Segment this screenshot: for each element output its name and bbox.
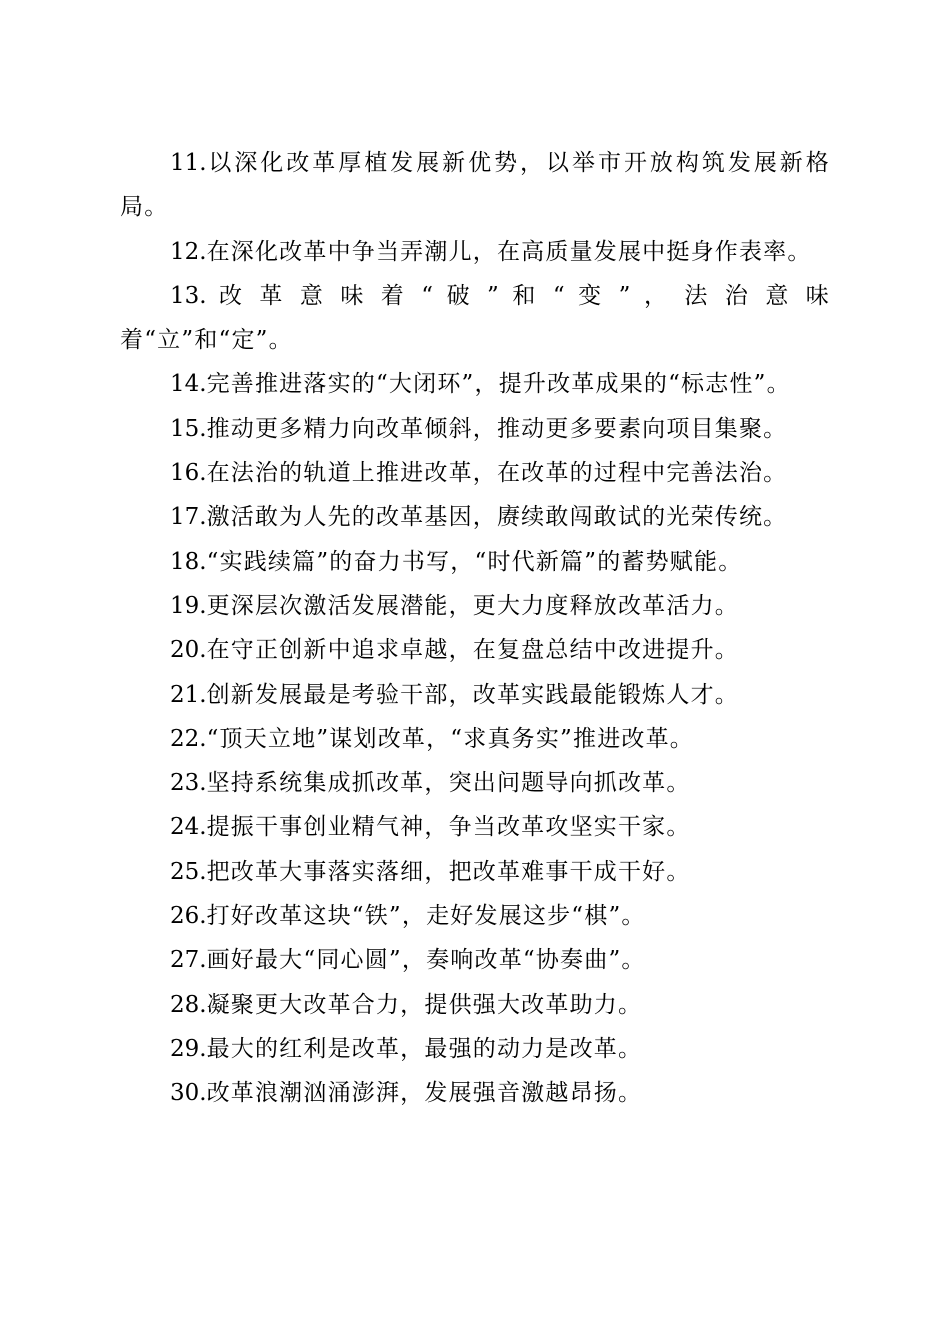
list-item — [120, 761, 830, 805]
item-text: 在法治的轨道上推进改革，在改革的过程中完善法治。 — [206, 460, 788, 487]
list-item — [120, 230, 830, 274]
item-number: 18. — [170, 548, 207, 575]
list-item — [120, 894, 830, 938]
item-number: 24. — [170, 814, 207, 841]
item-text: 完善推进落实的“大闭环”，提升改革成果的“标志性”。 — [206, 371, 791, 398]
item-number: 27. — [170, 947, 207, 974]
item-text: “顶天立地”谋划改革，“求真务实”推进改革。 — [206, 725, 695, 752]
item-number: 11. — [170, 150, 207, 176]
item-number: 12. — [170, 238, 207, 265]
item-number: 25. — [170, 858, 207, 885]
item-text: 在守正创新中追求卓越，在复盘总结中改进提升。 — [206, 637, 739, 664]
item-number: 15. — [170, 415, 207, 442]
list-item — [120, 362, 830, 406]
item-number: 16. — [170, 460, 207, 487]
item-text: 在深化改革中争当弄潮儿，在高质量发展中挺身作表率。 — [206, 238, 812, 265]
item-text: 凝聚更大改革合力，提供强大改革助力。 — [206, 991, 643, 1018]
item-text: 以深化改革厚植发展新优势，以举市开放构筑发展新格局。 — [120, 150, 830, 221]
list-item — [120, 407, 830, 451]
item-text: 坚持系统集成抓改革，突出问题导向抓改革。 — [206, 770, 691, 797]
list-item — [120, 584, 830, 628]
list-item — [120, 141, 830, 230]
item-number: 30. — [170, 1080, 207, 1107]
item-number: 23. — [170, 770, 207, 797]
item-text: 改革浪潮汹涌澎湃，发展强音激越昂扬。 — [206, 1080, 643, 1107]
item-number: 29. — [170, 1035, 207, 1062]
item-text: 创新发展最是考验干部，改革实践最能锻炼人才。 — [206, 681, 739, 708]
item-number: 26. — [170, 903, 207, 930]
item-number: 17. — [170, 504, 207, 531]
list-item — [120, 983, 830, 1027]
list-item — [120, 805, 830, 849]
item-text: 推动更多精力向改革倾斜，推动更多要素向项目集聚。 — [206, 415, 788, 442]
item-text: “实践续篇”的奋力书写，“时代新篇”的蓄势赋能。 — [206, 548, 743, 575]
item-number: 14. — [170, 371, 207, 398]
item-text: 最大的红利是改革，最强的动力是改革。 — [206, 1035, 643, 1062]
item-number: 19. — [170, 592, 207, 619]
item-text: 打好改革这块“铁”，走好发展这步“棋”。 — [206, 903, 646, 930]
document-body — [120, 141, 830, 1116]
list-item — [120, 673, 830, 717]
list-item — [120, 628, 830, 672]
item-number: 28. — [170, 991, 207, 1018]
item-number: 22. — [170, 725, 207, 752]
item-text: 改 革 意 味 着 “ 破 ” 和 “ 变 ” ， 法 治 意 味 着“立”和“定”。 — [120, 282, 830, 354]
item-number: 13. — [170, 282, 207, 309]
list-item — [120, 495, 830, 539]
list-item — [120, 1071, 830, 1115]
item-text: 画好最大“同心圆”，奏响改革“协奏曲”。 — [206, 947, 646, 974]
list-item — [120, 274, 830, 363]
list-item — [120, 938, 830, 982]
item-text: 把改革大事落实落细，把改革难事干成干好。 — [206, 858, 691, 885]
item-number: 21. — [170, 681, 207, 708]
list-item — [120, 717, 830, 761]
list-item — [120, 451, 830, 495]
list-item — [120, 1027, 830, 1071]
item-text: 提振干事创业精气神，争当改革攻坚实干家。 — [206, 814, 691, 841]
item-text: 更深层次激活发展潜能，更大力度释放改革活力。 — [206, 592, 739, 619]
list-item — [120, 850, 830, 894]
list-item — [120, 540, 830, 584]
item-text: 激活敢为人先的改革基因，赓续敢闯敢试的光荣传统。 — [206, 504, 788, 531]
item-number: 20. — [170, 637, 207, 664]
